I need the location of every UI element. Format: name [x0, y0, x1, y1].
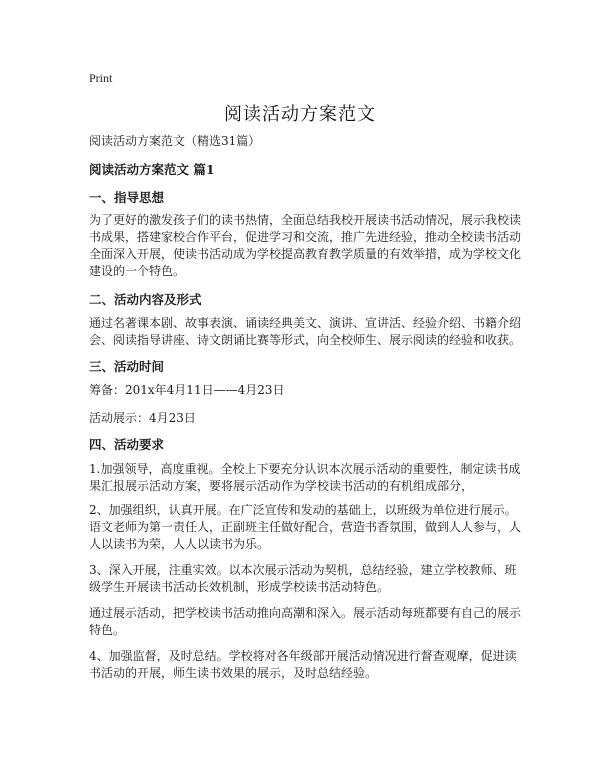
heading-activity-content: 二、活动内容及形式: [89, 292, 202, 307]
paragraph-guiding-thought: 为了更好的激发孩子们的读书热情，全面总结我校开展读书活动情况，展示我校读书成果，搭建家校合作平台，促进学习和交流，推广先进经验，推动全校读书活动全面深入开展，使读书活动成为学校提高教育教学质量的有效举措，成为学校文化建设的一个特色。: [89, 213, 522, 278]
print-label[interactable]: Print: [89, 71, 113, 85]
text-showcase-date: 活动展示：4月23日: [89, 411, 196, 425]
paragraph-activity-content: 通过名著课本剧、故事表演、诵读经典美文、演讲、宣讲活、经验介绍、书籍介绍会、阅读指导讲座、诗文朗诵比赛等形式，向全校师生、展示阅读的经验和收获。: [89, 316, 522, 347]
paragraph-requirement-3b: 通过展示活动，把学校读书活动推向高潮和深入。展示活动每班都要有自己的展示特色。: [89, 606, 522, 637]
text-preparation-dates: 筹备：201x年4月11日——4月23日: [89, 383, 285, 397]
paragraph-requirement-4: 4、加强监督，及时总结。学校将对各年级部开展活动情况进行督查观摩，促进读书活动的开展，师生读书效果的展示，及时总结经验。: [89, 649, 517, 680]
heading-requirements: 四、活动要求: [89, 437, 165, 452]
paragraph-requirement-2: 2、加强组织，认真开展。在广泛宣传和发动的基础上，以班级为单位进行展示。语文老师为第一责任人，正副班主任做好配合，营造书香氛围，做到人人参与，人人以读书为荣，人人以读书为乐。: [89, 503, 522, 551]
section-title: 阅读活动方案范文 篇1: [89, 162, 215, 177]
paragraph-requirement-3: 3、深入开展，注重实效。以本次展示活动为契机，总结经验，建立学校教师、班级学生开展读书活动长效机制，形成学校读书活动特色。: [89, 563, 517, 594]
heading-activity-time: 三、活动时间: [89, 359, 165, 374]
page-title: 阅读活动方案范文: [224, 104, 376, 125]
heading-guiding-thought: 一、指导思想: [89, 190, 165, 205]
paragraph-requirement-1: 1.加强领导，高度重视。全校上下要充分认识本次展示活动的重要性，制定读书成果汇报展示活动方案，要将展示活动作为学校读书活动的有机组成部分，: [89, 462, 521, 493]
document-subtitle: 阅读活动方案范文（精选31篇）: [89, 134, 261, 148]
